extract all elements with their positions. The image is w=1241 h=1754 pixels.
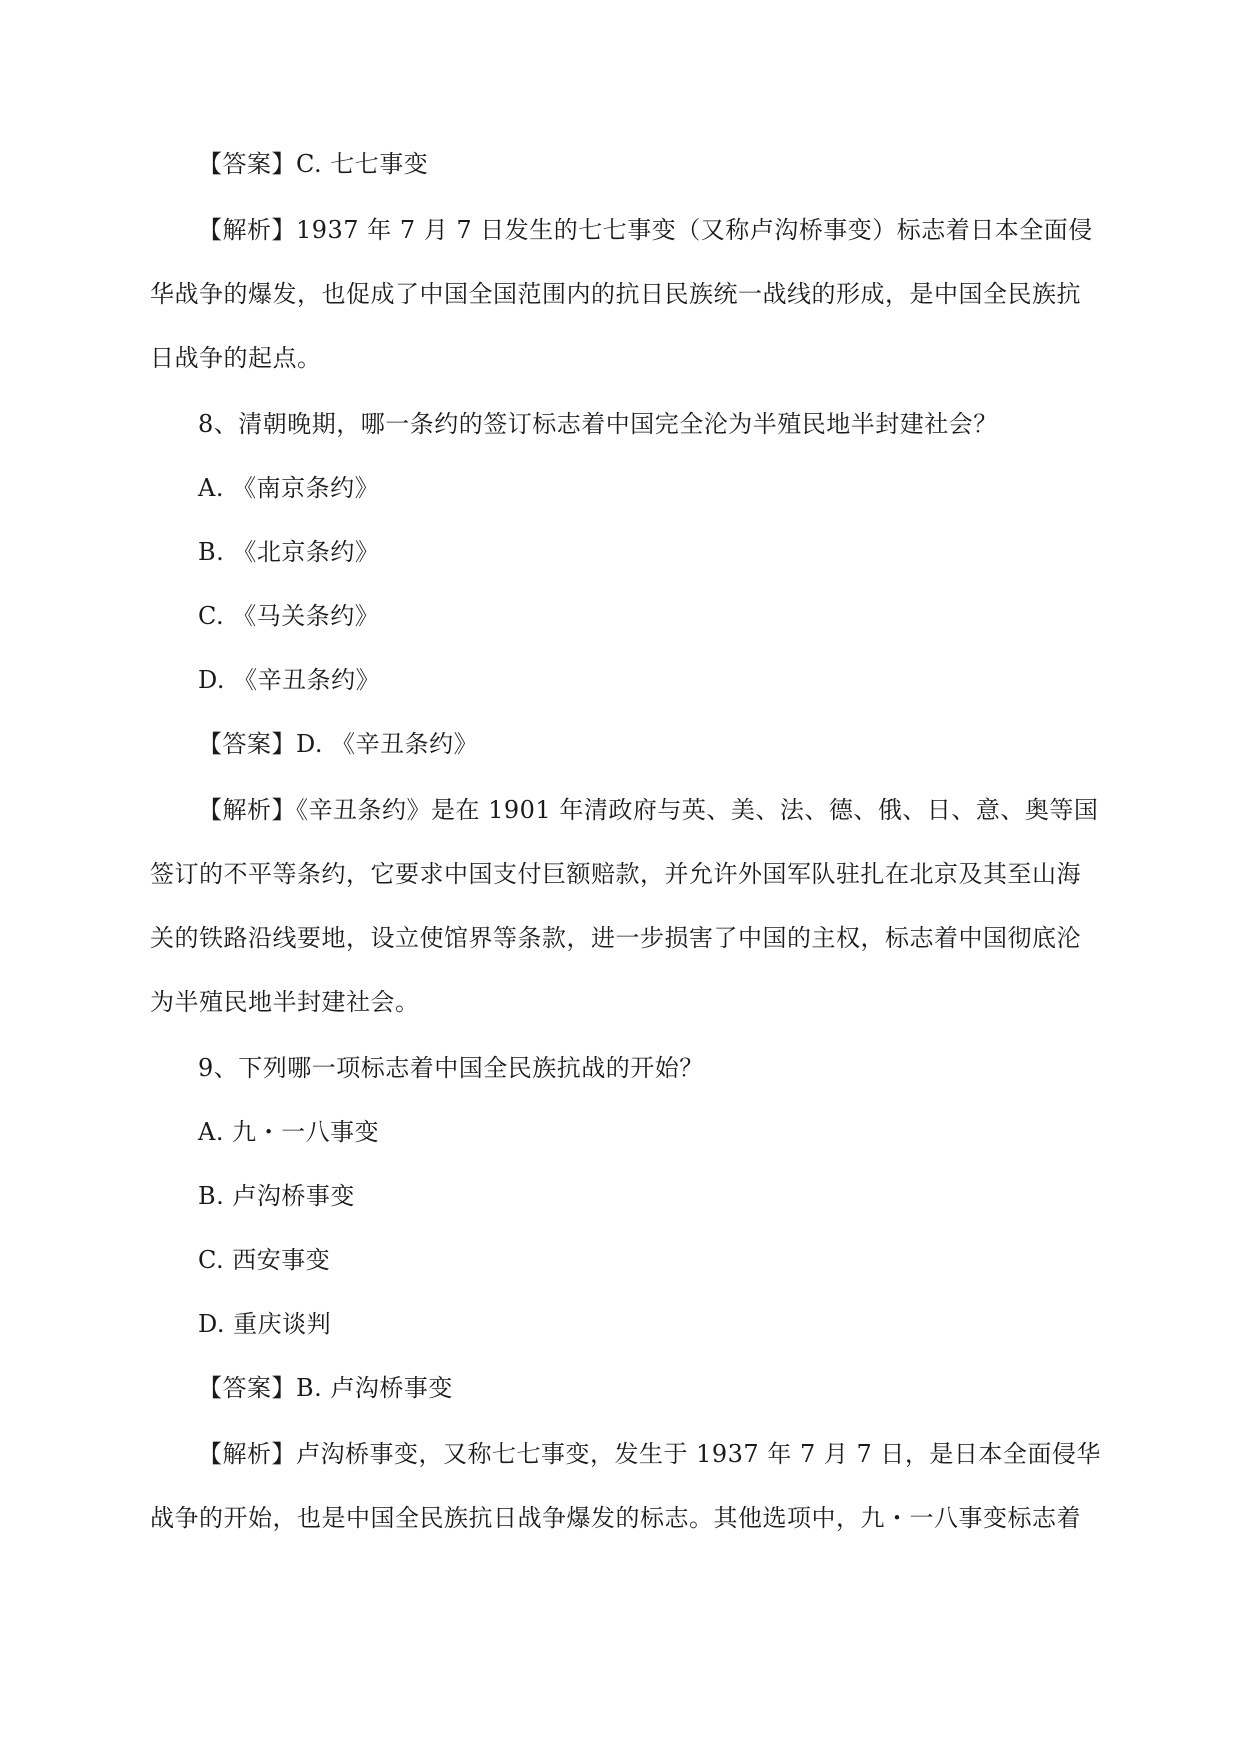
q8-analysis-line-1: 【解析】《辛丑条约》是在 1901 年清政府与英、美、法、德、俄、日、意、奥等国 [198,796,1099,824]
q9-analysis-line-2: 战争的开始，也是中国全民族抗日战争爆发的标志。其他选项中，九・一八事变标志着 [150,1504,1081,1532]
q8-option-c: C. 《马关条约》 [198,602,380,630]
q8-answer: 【答案】D. 《辛丑条约》 [198,730,479,758]
q9-option-c: C. 西安事变 [198,1246,331,1274]
q7-analysis-line-3: 日战争的起点。 [150,344,322,372]
q8-analysis-line-4: 为半殖民地半封建社会。 [150,988,420,1016]
q8-option-d: D. 《辛丑条约》 [198,666,381,694]
q8-analysis-line-3: 关的铁路沿线要地，设立使馆界等条款，进一步损害了中国的主权，标志着中国彻底沦 [150,924,1081,952]
q7-analysis-line-1: 【解析】1937 年 7 月 7 日发生的七七事变（又称卢沟桥事变）标志着日本全面侵 [198,216,1093,244]
q9-question: 9、下列哪一项标志着中国全民族抗战的开始？ [198,1054,704,1082]
q9-option-d: D. 重庆谈判 [198,1310,332,1338]
q9-option-b: B. 卢沟桥事变 [198,1182,355,1210]
q8-option-b: B. 《北京条约》 [198,538,380,566]
q8-analysis-line-2: 签订的不平等条约，它要求中国支付巨额赔款，并允许外国军队驻扎在北京及其至山海 [150,860,1081,888]
q8-option-a: A. 《南京条约》 [198,474,380,502]
q7-answer: 【答案】C. 七七事变 [198,150,429,178]
q8-question: 8、清朝晚期，哪一条约的签订标志着中国完全沦为半殖民地半封建社会？ [198,410,998,438]
q9-option-a: A. 九・一八事变 [198,1118,380,1146]
q9-analysis-line-1: 【解析】卢沟桥事变，又称七七事变，发生于 1937 年 7 月 7 日，是日本全面侵华 [198,1440,1101,1468]
q9-answer: 【答案】B. 卢沟桥事变 [198,1374,453,1402]
q7-analysis-line-2: 华战争的爆发，也促成了中国全国范围内的抗日民族统一战线的形成，是中国全民族抗 [150,280,1081,308]
